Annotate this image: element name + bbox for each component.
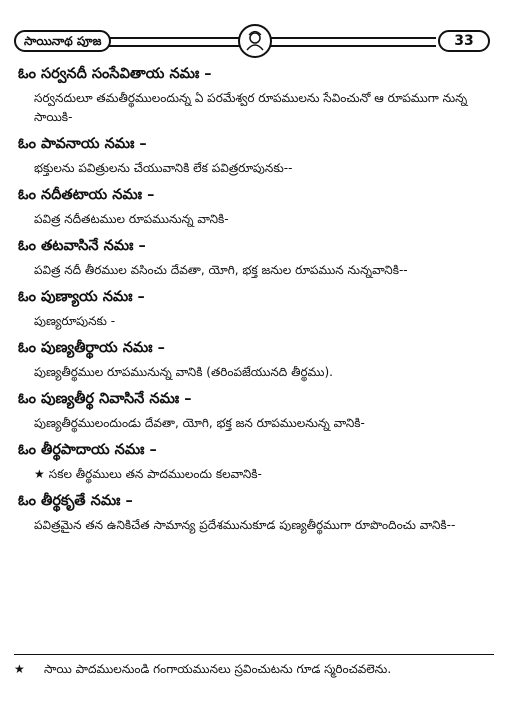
mantra-entry [18, 440, 492, 484]
mantra-title: ఓం తీర్థపాదాయ నమః – [18, 442, 157, 458]
mantra-list [18, 64, 492, 542]
mantra-meaning: పవిత్రమైన తన ఉనికిచేత సామాన్య ప్రదేశమునుకూడ పుణ్యతీర్థముగా రూపొందించు వానికి-- [34, 518, 456, 532]
mantra-entry [18, 185, 492, 229]
mantra-entry [18, 134, 492, 178]
footnote-text: సాయి పాదములనుండి గంగాయమునలు స్రవించుటను గూడ స్మరించవలెను. [44, 662, 392, 676]
mantra-meaning: భక్తులను పవిత్రులను చేయువానికి లేక పవిత్రరూపునకు-- [34, 161, 293, 175]
mantra-meaning: సర్వనదులూ తమతీర్థములందున్న ఏ పరమేశ్వర రూపములను సేవించునో ఆ రూపముగా నున్న సాయికి- [34, 91, 468, 124]
mantra-meaning: పుణ్యరూపునకు - [34, 314, 116, 328]
page-number: 33 [438, 30, 490, 52]
mantra-meaning: పవిత్ర నదీతటముల రూపమునున్న వానికి- [34, 212, 229, 226]
footnote [14, 660, 494, 679]
mantra-entry [18, 338, 492, 382]
mantra-meaning: పవిత్ర నదీ తీరముల వసించు దేవతా, యోగి, భక్త జనుల రూపమున నున్నవానికి-- [34, 263, 408, 277]
mantra-title: ఓం పుణ్యాయ నమః – [18, 289, 145, 305]
mantra-title: ఓం పుణ్యతీర్థ నివాసినే నమః – [18, 391, 192, 407]
footnote-divider [14, 654, 494, 655]
mantra-entry [18, 236, 492, 280]
mantra-title: ఓం తీర్థకృతే నమః – [18, 493, 133, 509]
star-icon: ★ [34, 467, 45, 481]
mantra-entry [18, 64, 492, 127]
page-header [14, 30, 490, 52]
mantra-entry [18, 287, 492, 331]
mantra-entry [18, 389, 492, 433]
mantra-meaning: పుణ్యతీర్థముల రూపమునున్న వానికి (తరింపజేయునది తీర్థము). [34, 365, 333, 379]
mantra-title: ఓం నదీతటాయ నమః – [18, 187, 155, 203]
mantra-title: ఓం సర్వనదీ సంసేవితాయ నమః – [18, 66, 212, 82]
sai-emblem-icon [238, 24, 272, 58]
star-icon: ★ [14, 662, 25, 676]
mantra-title: ఓం తటవాసినే నమః – [18, 238, 146, 254]
mantra-title: ఓం పుణ్యతీర్థాయ నమః – [18, 340, 165, 356]
mantra-title: ఓం పావనాయ నమః – [18, 136, 147, 152]
mantra-meaning [34, 465, 492, 484]
book-title: సాయినాథ పూజ [14, 30, 111, 52]
mantra-meaning-text: సకల తీర్థములు తన పాదములందు కలవానికి- [48, 467, 262, 481]
mantra-meaning: పుణ్యతీర్థములందుండు దేవతా, యోగి, భక్త జన రూపములనున్న వానికి- [34, 416, 365, 430]
mantra-entry [18, 491, 492, 535]
